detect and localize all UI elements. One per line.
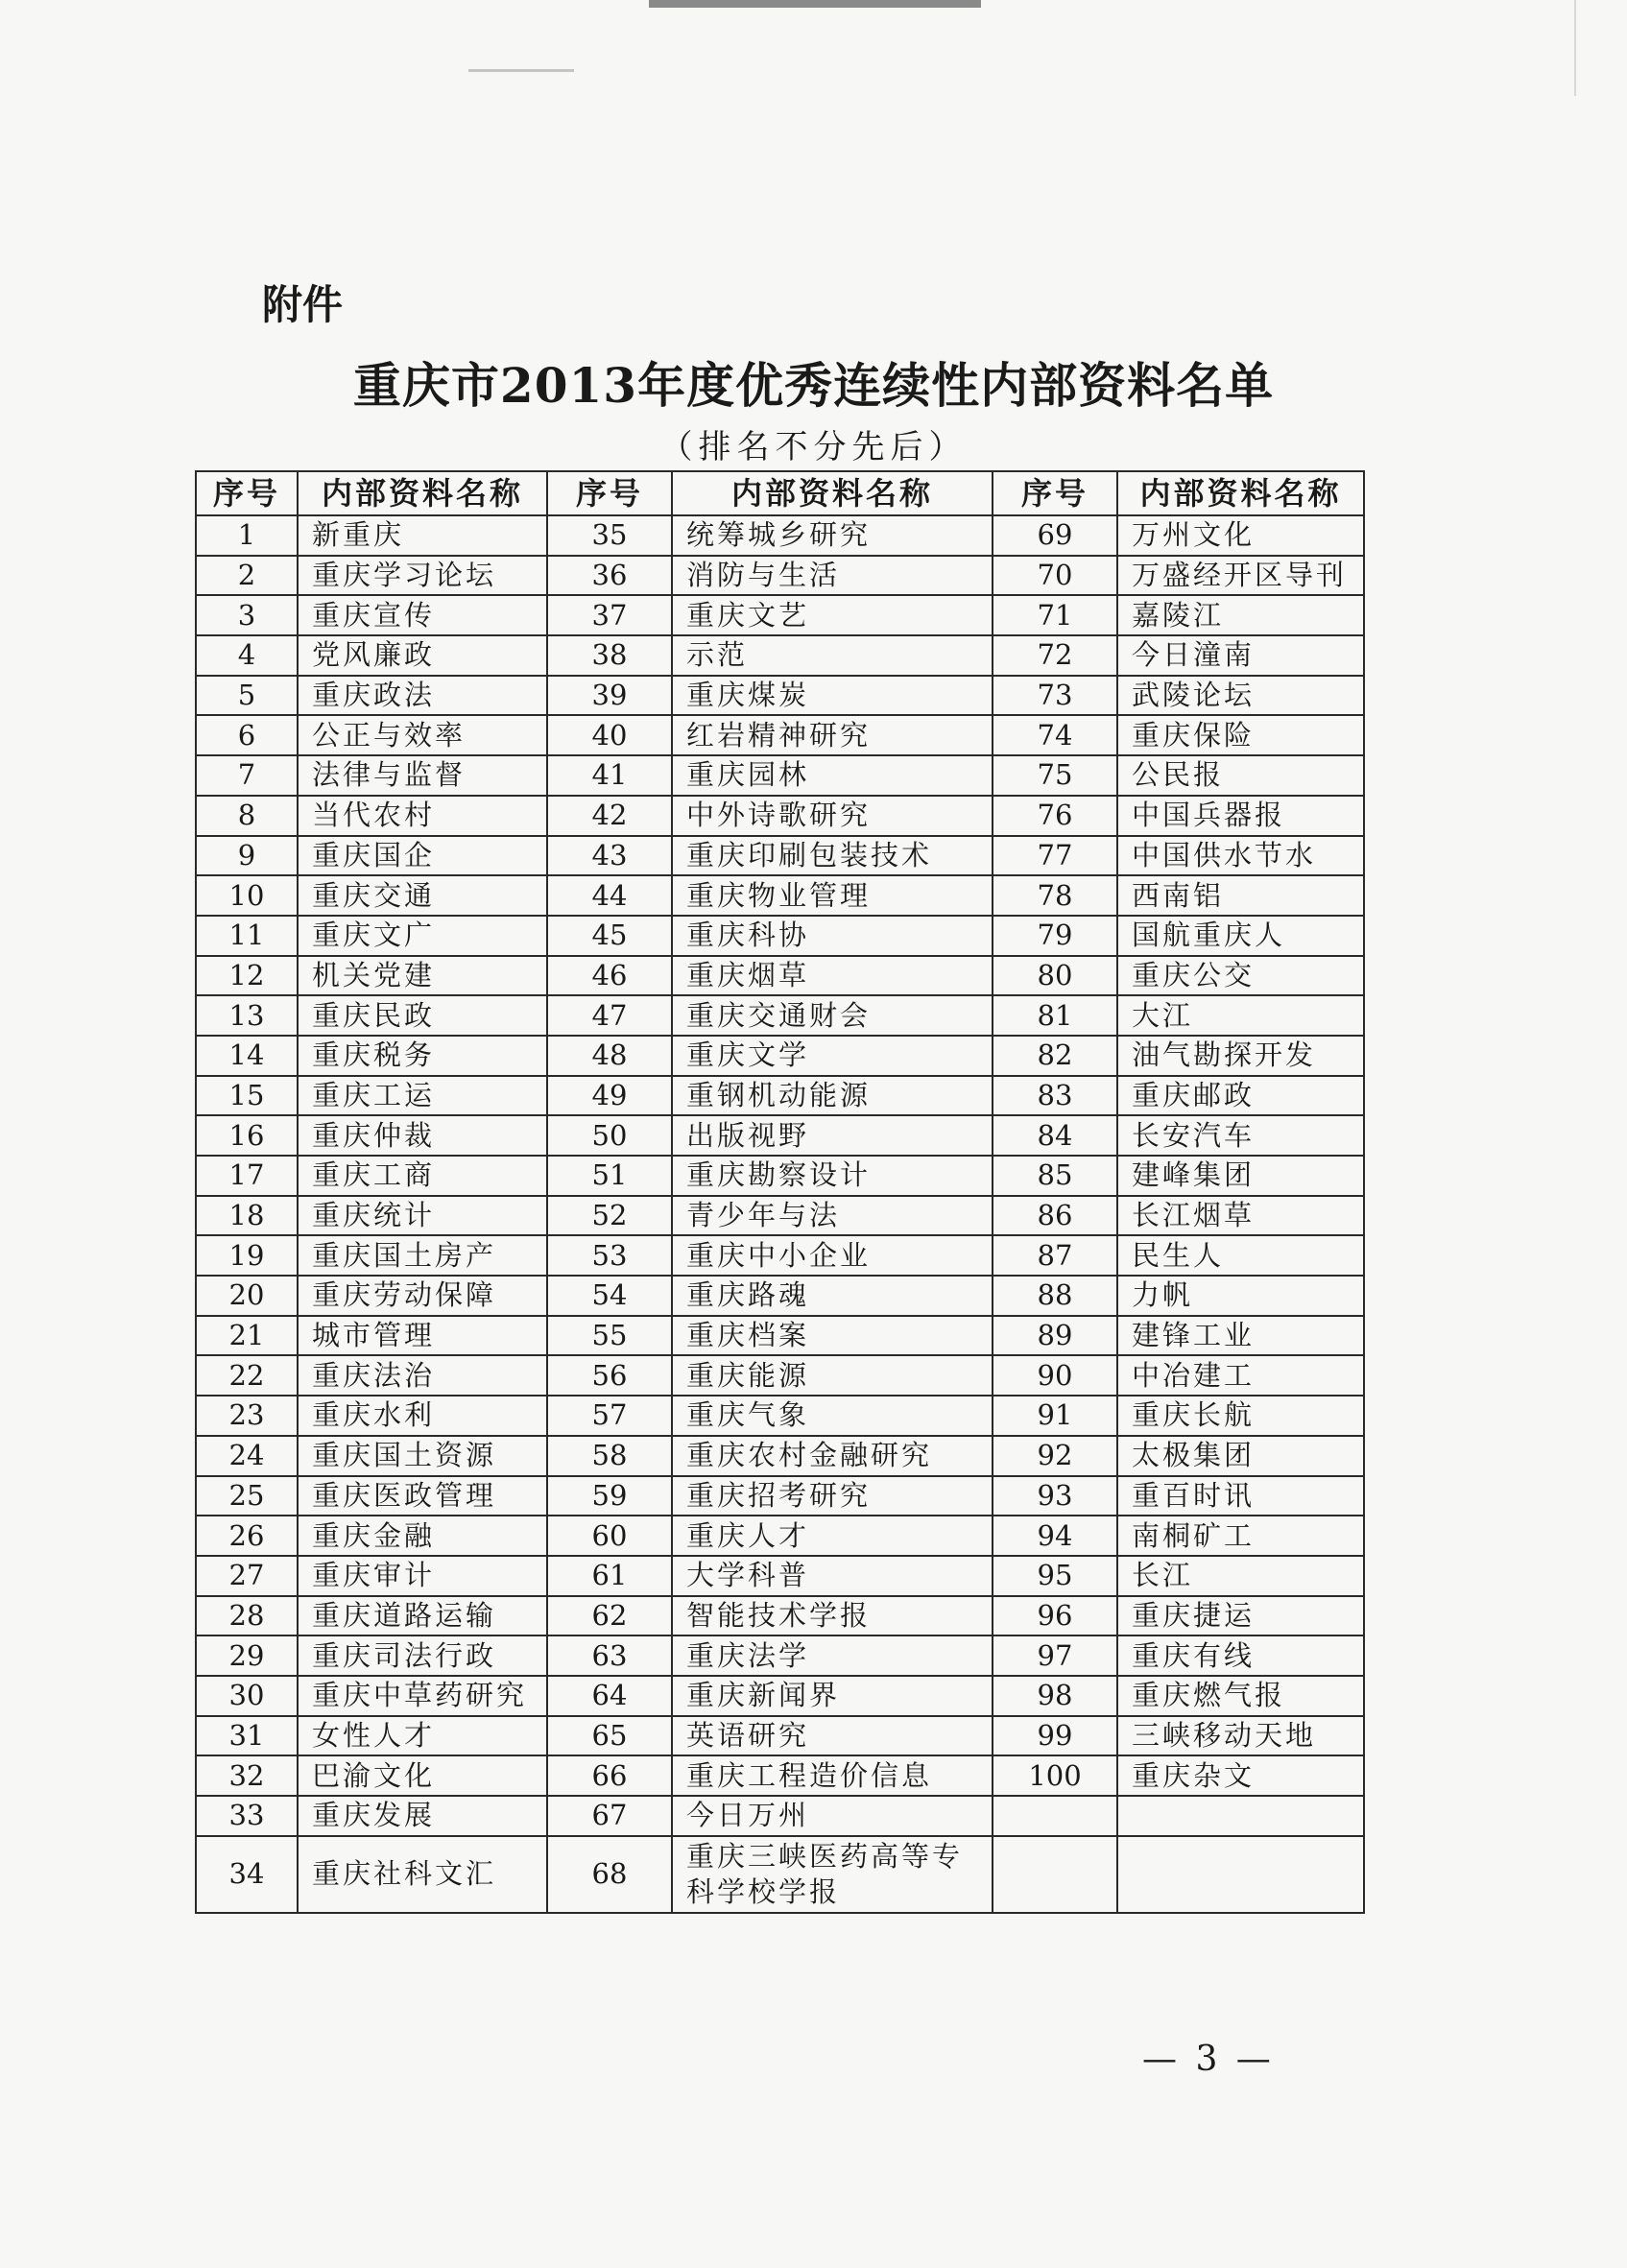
- cell-publication-name: 女性人才: [298, 1716, 547, 1756]
- cell-publication-name: 重庆统计: [298, 1196, 547, 1236]
- publication-list-table: [195, 470, 1365, 1914]
- cell-number: 47: [547, 995, 672, 1036]
- cell-publication-name: 重庆工商: [298, 1156, 547, 1196]
- table-row: [196, 1716, 1364, 1756]
- cell-publication-name: 长江: [1117, 1556, 1364, 1596]
- cell-number: 34: [196, 1836, 298, 1913]
- cell-number: 86: [993, 1196, 1117, 1236]
- cell-number: 41: [547, 755, 672, 796]
- cell-number: 74: [993, 715, 1117, 755]
- table-row: [196, 875, 1364, 916]
- cell-number: 40: [547, 715, 672, 755]
- cell-number: 72: [993, 635, 1117, 676]
- cell-number: 18: [196, 1196, 298, 1236]
- cell-number: 23: [196, 1396, 298, 1436]
- cell-number: 46: [547, 956, 672, 996]
- cell-number: 88: [993, 1276, 1117, 1316]
- cell-number: 52: [547, 1196, 672, 1236]
- cell-number: 82: [993, 1036, 1117, 1076]
- table-row: [196, 556, 1364, 596]
- cell-publication-name: 中国兵器报: [1117, 796, 1364, 836]
- cell-publication-name: 法律与监督: [298, 755, 547, 796]
- table-row: [196, 1115, 1364, 1156]
- cell-publication-name: 重庆税务: [298, 1036, 547, 1076]
- table-row: [196, 1596, 1364, 1636]
- table-row: [196, 595, 1364, 635]
- cell-number: 33: [196, 1796, 298, 1836]
- cell-publication-name: 重庆勘察设计: [672, 1156, 993, 1196]
- cell-number: 45: [547, 916, 672, 956]
- cell-number: 4: [196, 635, 298, 676]
- table-row: [196, 1396, 1364, 1436]
- cell-publication-name: 巴渝文化: [298, 1755, 547, 1796]
- cell-number: 51: [547, 1156, 672, 1196]
- cell-publication-name: 重庆国企: [298, 836, 547, 876]
- cell-number: 22: [196, 1355, 298, 1396]
- table-row: [196, 1556, 1364, 1596]
- cell-number: 100: [993, 1755, 1117, 1796]
- cell-number: 58: [547, 1436, 672, 1476]
- cell-number: 1: [196, 515, 298, 556]
- cell-publication-name: 大江: [1117, 995, 1364, 1036]
- table-row: [196, 1355, 1364, 1396]
- cell-publication-name: 重庆燃气报: [1117, 1676, 1364, 1716]
- table-row: [196, 635, 1364, 676]
- cell-publication-name: [1117, 1836, 1364, 1913]
- cell-number: 64: [547, 1676, 672, 1716]
- cell-number: 77: [993, 836, 1117, 876]
- document-subtitle: （排名不分先后）: [659, 428, 968, 466]
- cell-publication-name: [1117, 1796, 1364, 1836]
- cell-publication-name: 青少年与法: [672, 1196, 993, 1236]
- cell-number: 59: [547, 1476, 672, 1516]
- cell-publication-name: 三峡移动天地: [1117, 1716, 1364, 1756]
- cell-number: 32: [196, 1755, 298, 1796]
- cell-number: 81: [993, 995, 1117, 1036]
- cell-publication-name: 重庆烟草: [672, 956, 993, 996]
- cell-number: 49: [547, 1076, 672, 1116]
- cell-publication-name: 重庆水利: [298, 1396, 547, 1436]
- cell-number: 68: [547, 1836, 672, 1913]
- cell-publication-name: 重庆杂文: [1117, 1755, 1364, 1796]
- header-name-3: 内部资料名称: [1117, 471, 1364, 515]
- cell-number: 75: [993, 755, 1117, 796]
- cell-publication-name: 重庆金融: [298, 1516, 547, 1556]
- cell-number: 20: [196, 1276, 298, 1316]
- table-header-row: [196, 471, 1364, 515]
- cell-number: 60: [547, 1516, 672, 1556]
- cell-number: 94: [993, 1516, 1117, 1556]
- cell-number: [993, 1836, 1117, 1913]
- cell-publication-name: 重庆路魂: [672, 1276, 993, 1316]
- table-row: [196, 1676, 1364, 1716]
- cell-number: 10: [196, 875, 298, 916]
- cell-publication-name: 重庆劳动保障: [298, 1276, 547, 1316]
- cell-number: 29: [196, 1635, 298, 1676]
- cell-number: 95: [993, 1556, 1117, 1596]
- cell-publication-name: 重庆审计: [298, 1556, 547, 1596]
- cell-publication-name: 重庆文学: [672, 1036, 993, 1076]
- cell-number: 90: [993, 1355, 1117, 1396]
- cell-number: 7: [196, 755, 298, 796]
- cell-publication-name: 统筹城乡研究: [672, 515, 993, 556]
- cell-number: 31: [196, 1716, 298, 1756]
- header-number-2: 序号: [547, 471, 672, 515]
- cell-publication-name: 嘉陵江: [1117, 595, 1364, 635]
- cell-publication-name: 红岩精神研究: [672, 715, 993, 755]
- cell-publication-name: 建峰集团: [1117, 1156, 1364, 1196]
- cell-publication-name: 中国供水节水: [1117, 836, 1364, 876]
- cell-number: 14: [196, 1036, 298, 1076]
- cell-publication-name: 重庆中小企业: [672, 1235, 993, 1276]
- cell-publication-name: 重钢机动能源: [672, 1076, 993, 1116]
- cell-publication-name: 重庆交通财会: [672, 995, 993, 1036]
- cell-publication-name: 长江烟草: [1117, 1196, 1364, 1236]
- cell-publication-name: 重百时讯: [1117, 1476, 1364, 1516]
- table-row: [196, 1036, 1364, 1076]
- cell-publication-name: 重庆民政: [298, 995, 547, 1036]
- table-row: [196, 755, 1364, 796]
- cell-number: 37: [547, 595, 672, 635]
- header-name-1: 内部资料名称: [298, 471, 547, 515]
- attachment-label: 附件: [262, 281, 344, 328]
- cell-number: 79: [993, 916, 1117, 956]
- cell-number: 65: [547, 1716, 672, 1756]
- cell-number: 73: [993, 676, 1117, 716]
- page-number: — 3 —: [1142, 2040, 1275, 2079]
- cell-number: 50: [547, 1115, 672, 1156]
- cell-publication-name: 重庆道路运输: [298, 1596, 547, 1636]
- cell-publication-name: 大学科普: [672, 1556, 993, 1596]
- cell-number: 70: [993, 556, 1117, 596]
- cell-publication-name: 新重庆: [298, 515, 547, 556]
- cell-publication-name: 重庆社科文汇: [298, 1836, 547, 1913]
- cell-number: 6: [196, 715, 298, 755]
- cell-number: 76: [993, 796, 1117, 836]
- cell-number: 93: [993, 1476, 1117, 1516]
- cell-publication-name: 重庆保险: [1117, 715, 1364, 755]
- cell-number: 54: [547, 1276, 672, 1316]
- cell-number: 44: [547, 875, 672, 916]
- table-row: [196, 1076, 1364, 1116]
- cell-number: 42: [547, 796, 672, 836]
- cell-publication-name: 力帆: [1117, 1276, 1364, 1316]
- cell-publication-name: 重庆政法: [298, 676, 547, 716]
- cell-publication-name: 重庆仲裁: [298, 1115, 547, 1156]
- cell-publication-name: 重庆法学: [672, 1635, 993, 1676]
- cell-publication-name: 西南铝: [1117, 875, 1364, 916]
- cell-publication-name: 示范: [672, 635, 993, 676]
- cell-number: 36: [547, 556, 672, 596]
- cell-publication-name: 南桐矿工: [1117, 1516, 1364, 1556]
- cell-publication-name: 重庆园林: [672, 755, 993, 796]
- cell-number: 15: [196, 1076, 298, 1116]
- cell-publication-name: 重庆法治: [298, 1355, 547, 1396]
- cell-publication-name: 重庆国土资源: [298, 1436, 547, 1476]
- cell-publication-name: 油气勘探开发: [1117, 1036, 1364, 1076]
- cell-publication-name: 当代农村: [298, 796, 547, 836]
- table-row: [196, 1796, 1364, 1836]
- cell-publication-name: 重庆发展: [298, 1796, 547, 1836]
- header-name-2: 内部资料名称: [672, 471, 993, 515]
- cell-publication-name: 重庆人才: [672, 1516, 993, 1556]
- cell-publication-name: 英语研究: [672, 1716, 993, 1756]
- table-body: [196, 515, 1364, 1913]
- cell-publication-name: 重庆文艺: [672, 595, 993, 635]
- table-row: [196, 836, 1364, 876]
- table-row: [196, 515, 1364, 556]
- table-row: [196, 1196, 1364, 1236]
- cell-number: 96: [993, 1596, 1117, 1636]
- cell-number: 63: [547, 1635, 672, 1676]
- cell-publication-name: 国航重庆人: [1117, 916, 1364, 956]
- cell-number: 78: [993, 875, 1117, 916]
- cell-publication-name: 建锋工业: [1117, 1316, 1364, 1356]
- cell-number: 84: [993, 1115, 1117, 1156]
- cell-number: 21: [196, 1316, 298, 1356]
- cell-number: 2: [196, 556, 298, 596]
- cell-publication-name: 城市管理: [298, 1316, 547, 1356]
- cell-publication-name: 万州文化: [1117, 515, 1364, 556]
- cell-publication-name: 重庆气象: [672, 1396, 993, 1436]
- cell-publication-name: 重庆工运: [298, 1076, 547, 1116]
- cell-publication-name: 重庆学习论坛: [298, 556, 547, 596]
- cell-number: 27: [196, 1556, 298, 1596]
- table-row: [196, 1316, 1364, 1356]
- cell-number: 48: [547, 1036, 672, 1076]
- scan-artifact-mark: [468, 69, 574, 72]
- cell-publication-name: 中外诗歌研究: [672, 796, 993, 836]
- cell-publication-name: 重庆工程造价信息: [672, 1755, 993, 1796]
- cell-number: 43: [547, 836, 672, 876]
- cell-number: 17: [196, 1156, 298, 1196]
- cell-number: 83: [993, 1076, 1117, 1116]
- cell-publication-name: 机关党建: [298, 956, 547, 996]
- cell-publication-name: 武陵论坛: [1117, 676, 1364, 716]
- cell-number: [993, 1796, 1117, 1836]
- table-row: [196, 1235, 1364, 1276]
- cell-publication-name: 重庆国土房产: [298, 1235, 547, 1276]
- cell-publication-name: 重庆医政管理: [298, 1476, 547, 1516]
- table-row: [196, 1276, 1364, 1316]
- cell-number: 56: [547, 1355, 672, 1396]
- cell-number: 62: [547, 1596, 672, 1636]
- cell-number: 35: [547, 515, 672, 556]
- cell-number: 99: [993, 1716, 1117, 1756]
- cell-number: 71: [993, 595, 1117, 635]
- table-row: [196, 1836, 1364, 1913]
- cell-number: 28: [196, 1596, 298, 1636]
- cell-number: 61: [547, 1556, 672, 1596]
- cell-number: 91: [993, 1396, 1117, 1436]
- cell-number: 57: [547, 1396, 672, 1436]
- cell-publication-name: 党风廉政: [298, 635, 547, 676]
- table-row: [196, 1156, 1364, 1196]
- cell-publication-name: 重庆农村金融研究: [672, 1436, 993, 1476]
- cell-publication-name: 智能技术学报: [672, 1596, 993, 1636]
- cell-number: 11: [196, 916, 298, 956]
- cell-publication-name: 万盛经开区导刊: [1117, 556, 1364, 596]
- cell-publication-name: 重庆三峡医药高等专科学校学报: [672, 1836, 993, 1913]
- cell-publication-name: 重庆文广: [298, 916, 547, 956]
- cell-publication-name: 重庆招考研究: [672, 1476, 993, 1516]
- scan-artifact-edge: [1574, 0, 1576, 96]
- table-row: [196, 796, 1364, 836]
- table-row: [196, 1436, 1364, 1476]
- cell-number: 8: [196, 796, 298, 836]
- cell-publication-name: 重庆长航: [1117, 1396, 1364, 1436]
- document-title: 重庆市2013年度优秀连续性内部资料名单: [352, 357, 1275, 414]
- cell-number: 24: [196, 1436, 298, 1476]
- cell-publication-name: 重庆交通: [298, 875, 547, 916]
- cell-number: 53: [547, 1235, 672, 1276]
- cell-publication-name: 重庆煤炭: [672, 676, 993, 716]
- cell-publication-name: 重庆宣传: [298, 595, 547, 635]
- cell-publication-name: 重庆邮政: [1117, 1076, 1364, 1116]
- cell-publication-name: 重庆中草药研究: [298, 1676, 547, 1716]
- cell-number: 69: [993, 515, 1117, 556]
- table-row: [196, 1635, 1364, 1676]
- cell-publication-name: 长安汽车: [1117, 1115, 1364, 1156]
- table-row: [196, 916, 1364, 956]
- cell-publication-name: 重庆新闻界: [672, 1676, 993, 1716]
- cell-publication-name: 今日万州: [672, 1796, 993, 1836]
- cell-publication-name: 重庆印刷包装技术: [672, 836, 993, 876]
- table-row: [196, 676, 1364, 716]
- table-row: [196, 1755, 1364, 1796]
- cell-number: 25: [196, 1476, 298, 1516]
- table-row: [196, 715, 1364, 755]
- cell-number: 12: [196, 956, 298, 996]
- cell-number: 80: [993, 956, 1117, 996]
- cell-number: 16: [196, 1115, 298, 1156]
- cell-publication-name: 中冶建工: [1117, 1355, 1364, 1396]
- cell-number: 85: [993, 1156, 1117, 1196]
- cell-publication-name: 今日潼南: [1117, 635, 1364, 676]
- cell-publication-name: 太极集团: [1117, 1436, 1364, 1476]
- cell-publication-name: 公民报: [1117, 755, 1364, 796]
- cell-number: 92: [993, 1436, 1117, 1476]
- cell-number: 97: [993, 1635, 1117, 1676]
- cell-publication-name: 重庆科协: [672, 916, 993, 956]
- cell-publication-name: 重庆档案: [672, 1316, 993, 1356]
- cell-number: 67: [547, 1796, 672, 1836]
- cell-number: 26: [196, 1516, 298, 1556]
- cell-number: 98: [993, 1676, 1117, 1716]
- scan-artifact-top: [649, 0, 981, 8]
- table-row: [196, 1476, 1364, 1516]
- cell-number: 5: [196, 676, 298, 716]
- cell-publication-name: 重庆物业管理: [672, 875, 993, 916]
- header-number-1: 序号: [196, 471, 298, 515]
- table-row: [196, 1516, 1364, 1556]
- cell-number: 30: [196, 1676, 298, 1716]
- cell-publication-name: 公正与效率: [298, 715, 547, 755]
- cell-publication-name: 重庆捷运: [1117, 1596, 1364, 1636]
- cell-number: 55: [547, 1316, 672, 1356]
- cell-number: 39: [547, 676, 672, 716]
- table-row: [196, 995, 1364, 1036]
- cell-publication-name: 重庆能源: [672, 1355, 993, 1396]
- cell-number: 38: [547, 635, 672, 676]
- cell-number: 3: [196, 595, 298, 635]
- cell-publication-name: 重庆有线: [1117, 1635, 1364, 1676]
- cell-publication-name: 重庆司法行政: [298, 1635, 547, 1676]
- cell-number: 19: [196, 1235, 298, 1276]
- cell-number: 89: [993, 1316, 1117, 1356]
- cell-number: 87: [993, 1235, 1117, 1276]
- cell-number: 13: [196, 995, 298, 1036]
- table-row: [196, 956, 1364, 996]
- cell-publication-name: 出版视野: [672, 1115, 993, 1156]
- cell-publication-name: 重庆公交: [1117, 956, 1364, 996]
- cell-publication-name: 民生人: [1117, 1235, 1364, 1276]
- header-number-3: 序号: [993, 471, 1117, 515]
- cell-number: 66: [547, 1755, 672, 1796]
- cell-publication-name: 消防与生活: [672, 556, 993, 596]
- cell-number: 9: [196, 836, 298, 876]
